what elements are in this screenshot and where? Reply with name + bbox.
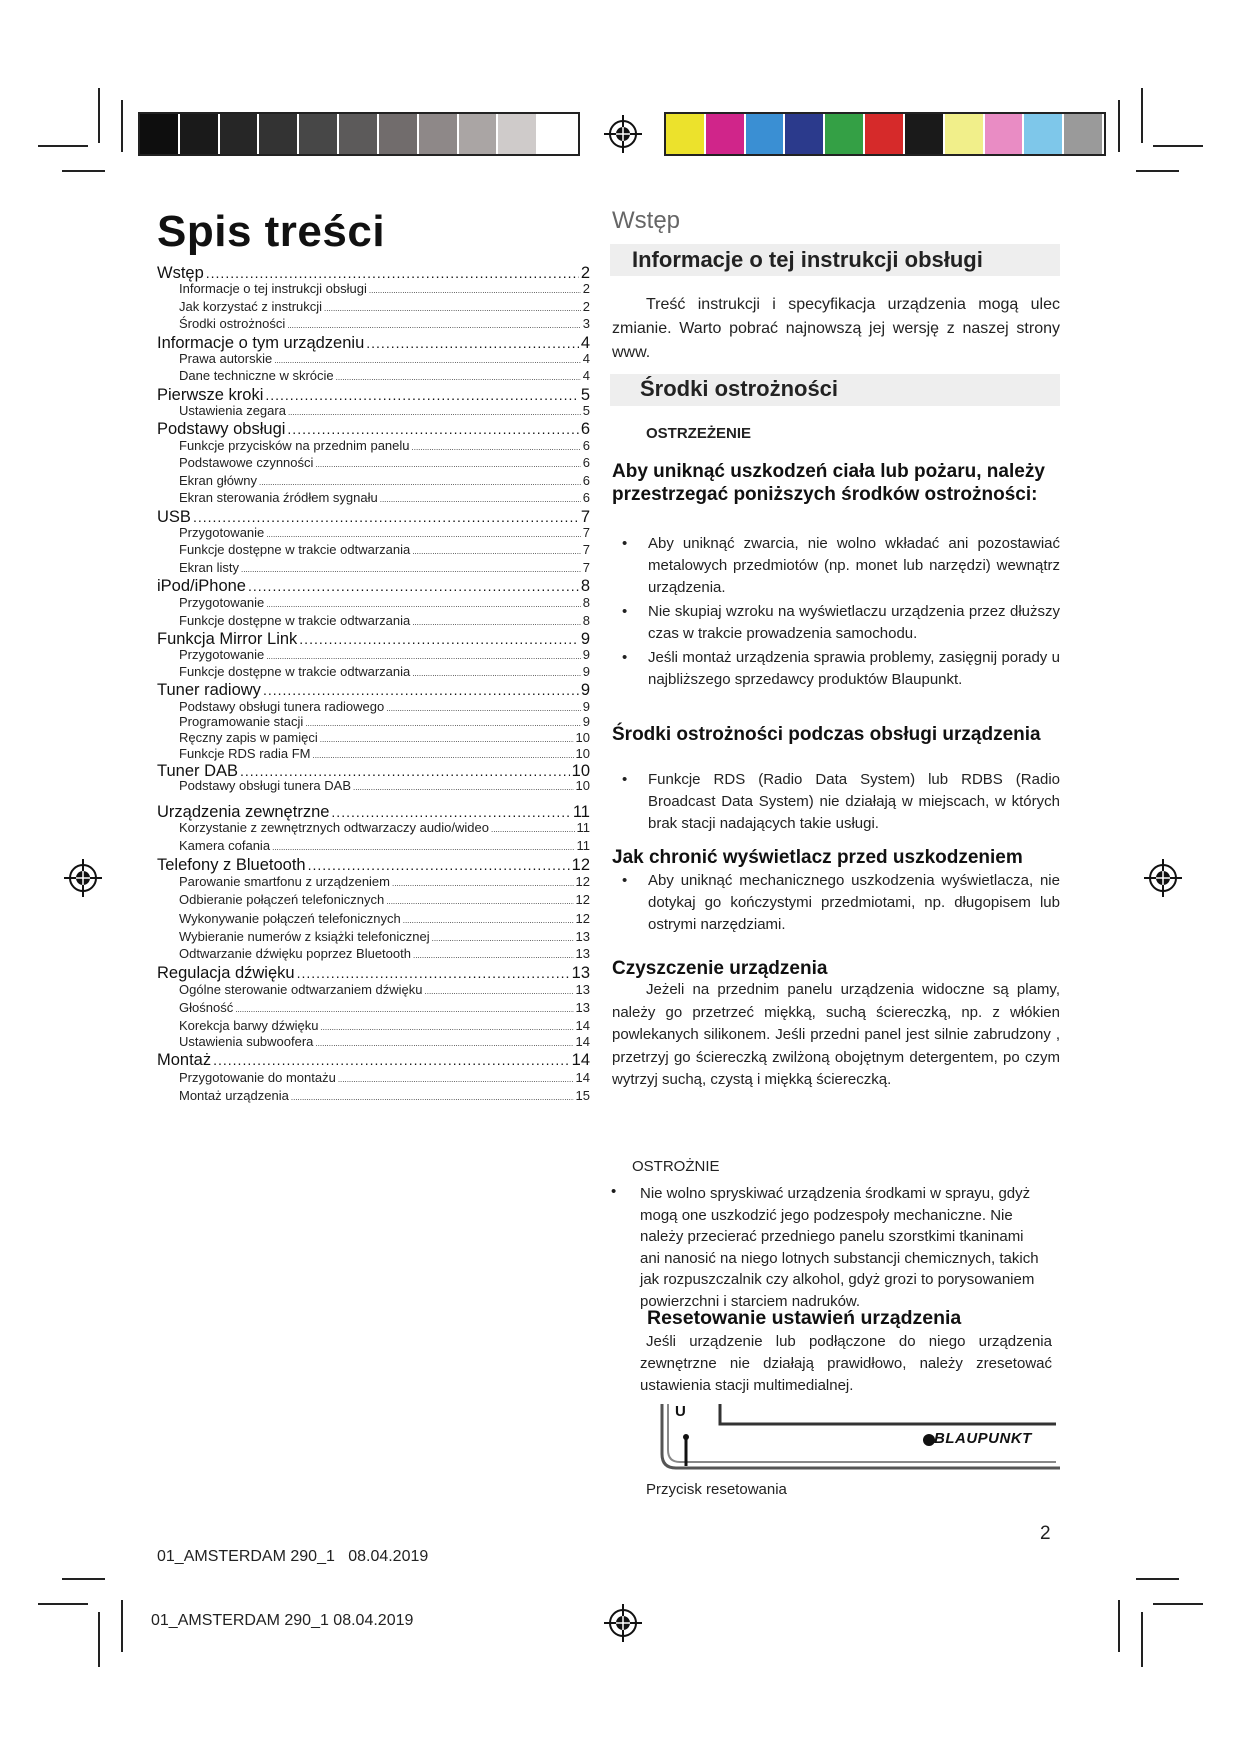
- toc-entry-label: Korekcja barwy dźwięku: [179, 1018, 319, 1033]
- toc-leader-dots: [235, 1000, 573, 1015]
- toc-leader-dots: [272, 838, 574, 853]
- toc-entry-label: Jak korzystać z instrukcji: [179, 299, 323, 314]
- registration-target-icon: [64, 859, 102, 897]
- color-calibration-bar: [664, 112, 1106, 156]
- toc-entry-label: Podstawy obsługi tunera DAB: [179, 778, 351, 793]
- toc-title: Spis treści: [157, 207, 386, 256]
- toc-entry-label: Podstawy obsługi tunera radiowego: [179, 699, 385, 714]
- warning-list: [612, 533, 1060, 691]
- figure-caption: Przycisk resetowania: [646, 1481, 787, 1498]
- calibration-swatch: [220, 114, 258, 154]
- calibration-swatch: [666, 114, 704, 154]
- toc-leader-dots: [259, 473, 581, 488]
- toc-entry-label: Urządzenia zewnętrzne: [157, 803, 330, 821]
- toc-entry-label: Ekran listy: [179, 560, 239, 575]
- toc-entry-label: Przygotowanie: [179, 595, 265, 610]
- list-item: • Nie skupiaj wzroku na wyświetlaczu urządzenia przez dłuższy czas w trakcie prowadzenia samochodu.: [612, 601, 1060, 645]
- toc-entry-label: Wstęp: [157, 264, 204, 282]
- toc-leader-dots: [297, 964, 570, 983]
- toc-entry-label: Informacje o tej instrukcji obsługi: [179, 281, 367, 296]
- page-number: 2: [1040, 1523, 1051, 1544]
- toc-entry-page: 4: [582, 368, 590, 383]
- calibration-swatch: [825, 114, 863, 154]
- warning-heading: Aby uniknąć uszkodzeń ciała lub pożaru, należy przestrzegać poniższych środków ostrożności:: [612, 461, 1045, 505]
- toc-leader-dots: [266, 647, 580, 662]
- section-label: Wstęp: [612, 207, 681, 234]
- toc-entry-label: Wybieranie numerów z książki telefonicznej: [179, 929, 430, 944]
- toc-entry-page: 14: [575, 1034, 590, 1049]
- toc-entry-page: 13: [571, 964, 590, 982]
- toc-entry[interactable]: [179, 946, 590, 961]
- calibration-swatch: [419, 114, 457, 154]
- toc-entry-label: Wykonywanie połączeń telefonicznych: [179, 911, 401, 926]
- toc-entry-label: USB: [157, 508, 191, 526]
- toc-entry-page: 6: [582, 490, 590, 505]
- toc-entry[interactable]: [179, 490, 590, 505]
- toc-entry-page: 11: [576, 838, 590, 853]
- calibration-swatch: [538, 114, 576, 154]
- toc-entry-label: Przygotowanie: [179, 525, 265, 540]
- figure-u-label: U: [675, 1403, 686, 1420]
- toc-entry-page: 14: [575, 1018, 590, 1033]
- toc-leader-dots: [320, 730, 574, 745]
- toc-entry[interactable]: [179, 595, 590, 610]
- toc-entry-page: 8: [582, 613, 590, 628]
- toc-leader-dots: [291, 1088, 574, 1103]
- grayscale-calibration-bar: [138, 112, 580, 156]
- toc-entry[interactable]: [179, 647, 590, 662]
- toc-entry-page: 12: [575, 874, 590, 889]
- toc-leader-dots: [315, 1034, 573, 1049]
- toc-entry-page: 7: [580, 508, 590, 526]
- toc-entry-label: Podstawy obsługi: [157, 420, 286, 438]
- toc-entry[interactable]: [179, 838, 590, 853]
- caution-bullet: •: [611, 1183, 617, 1200]
- toc-entry[interactable]: [179, 1088, 590, 1103]
- toc-entry[interactable]: [179, 874, 590, 889]
- toc-entry[interactable]: [179, 351, 590, 366]
- toc-entry-page: 6: [580, 420, 590, 438]
- toc-entry[interactable]: [179, 929, 590, 944]
- toc-entry-label: Pierwsze kroki: [157, 386, 264, 404]
- registration-target-icon: [604, 115, 642, 153]
- toc-leader-dots: [412, 542, 581, 557]
- toc-entry-label: Dane techniczne w skrócie: [179, 368, 334, 383]
- calibration-swatch: [459, 114, 497, 154]
- calibration-swatch: [498, 114, 536, 154]
- toc-entry-label: Ustawienia subwoofera: [179, 1034, 314, 1049]
- toc-entry-page: 7: [582, 542, 590, 557]
- toc-entry-page: 10: [575, 778, 590, 793]
- toc-entry-page: 9: [582, 699, 590, 714]
- toc-entry-label: Prawa autorskie: [179, 351, 273, 366]
- toc-leader-dots: [369, 281, 581, 296]
- toc-leader-dots: [412, 664, 581, 679]
- toc-entry-page: 5: [580, 386, 590, 404]
- toc-entry-label: Funkcje dostępne w trakcie odtwarzania: [179, 613, 411, 628]
- toc-entry-label: Tuner radiowy: [157, 681, 261, 699]
- toc-entry-page: 7: [582, 560, 590, 575]
- toc-entry-page: 9: [582, 647, 590, 662]
- toc-entry-page: 2: [582, 281, 590, 296]
- toc-entry-page: 6: [582, 438, 590, 453]
- calibration-swatch: [180, 114, 218, 154]
- reset-text: Jeśli urządzenie lub podłączone do niego urządzenia zewnętrzne nie działają prawidłowo, należy zresetować ustawienia stacji multimedialnej.: [640, 1333, 1052, 1394]
- calibration-swatch: [1064, 114, 1102, 154]
- toc-leader-dots: [412, 438, 581, 453]
- toc-leader-dots: [386, 699, 581, 714]
- toc-entry[interactable]: [179, 281, 590, 296]
- registration-target-icon: [1144, 859, 1182, 897]
- toc-leader-dots: [425, 982, 574, 997]
- toc-entry-page: 3: [582, 316, 590, 331]
- cleaning-text: Jeżeli na przednim panelu urządzenia widoczne są plamy, należy go przetrzeć miękką, suchą ściereczką, np. z włókien powlekanych silikonem. Jeśli przedni panel jest silnie zabrudzony , przetrzyj go ściereczką zwilżoną obojętnym detergentem, po czym wytrzyj suchą, czystą i miękką ściereczką.: [612, 981, 1060, 1088]
- toc-leader-dots: [380, 490, 581, 505]
- toc-entry-label: Funkcje dostępne w trakcie odtwarzania: [179, 664, 411, 679]
- toc-entry-label: Programowanie stacji: [179, 714, 304, 729]
- toc-entry-label: Odtwarzanie dźwięku poprzez Bluetooth: [179, 946, 411, 961]
- toc-entry-label: Przygotowanie do montażu: [179, 1070, 336, 1085]
- toc-entry-label: Ustawienia zegara: [179, 403, 286, 418]
- toc-leader-dots: [213, 1051, 570, 1070]
- about-text: Treść instrukcji i specyfikacja urządzenia mogą ulec zmianie. Warto pobrać najnowszą jej wersję z naszej strony www.: [612, 296, 1060, 361]
- toc-entry[interactable]: [179, 982, 590, 997]
- toc-leader-dots: [287, 316, 581, 331]
- toc-entry-label: Podstawowe czynności: [179, 455, 314, 470]
- toc-leader-dots: [412, 613, 581, 628]
- toc-entry-page: 6: [582, 473, 590, 488]
- toc-leader-dots: [287, 420, 578, 439]
- toc-leader-dots: [248, 577, 579, 596]
- toc-entry-page: 9: [580, 681, 590, 699]
- toc-entry-page: 11: [576, 820, 590, 835]
- toc-leader-dots: [274, 351, 581, 366]
- toc-leader-dots: [288, 403, 581, 418]
- toc-entry-page: 2: [580, 264, 590, 282]
- toc-entry[interactable]: [179, 316, 590, 331]
- toc-leader-dots: [338, 1070, 574, 1085]
- toc-entry-page: 8: [580, 577, 590, 595]
- toc-entry[interactable]: [179, 892, 590, 907]
- operation-list: [612, 769, 1060, 835]
- calibration-swatch: [706, 114, 744, 154]
- warning-label: OSTRZEŻENIE: [646, 425, 752, 442]
- toc-entry-label: Ekran główny: [179, 473, 258, 488]
- toc-entry-page: 14: [575, 1070, 590, 1085]
- toc-entry[interactable]: [179, 299, 590, 314]
- toc-entry-label: Tuner DAB: [157, 762, 239, 780]
- registration-target-icon: [604, 1604, 642, 1642]
- toc-leader-dots: [308, 856, 570, 875]
- toc-entry-page: 4: [580, 334, 590, 352]
- toc-entry-label: Regulacja dźwięku: [157, 964, 295, 982]
- toc-entry[interactable]: [179, 438, 590, 453]
- toc-entry-label: Telefony z Bluetooth: [157, 856, 306, 874]
- toc-leader-dots: [491, 820, 575, 835]
- toc-entry-label: Ogólne sterowanie odtwarzaniem dźwięku: [179, 982, 423, 997]
- toc-entry[interactable]: [157, 964, 590, 983]
- toc-entry[interactable]: [179, 613, 590, 628]
- about-heading: Informacje o tej instrukcji obsługi: [632, 247, 983, 272]
- calibration-swatch: [746, 114, 784, 154]
- toc-entry[interactable]: [179, 664, 590, 679]
- toc-leader-dots: [305, 714, 580, 729]
- toc-entry[interactable]: [157, 577, 590, 596]
- toc-entry-page: 13: [575, 946, 590, 961]
- toc-entry-label: Informacje o tym urządzeniu: [157, 334, 365, 352]
- calibration-swatch: [905, 114, 943, 154]
- toc-entry-label: Funkcje RDS radia FM: [179, 746, 311, 761]
- caution-text: Nie wolno spryskiwać urządzenia środkami w sprayu, gdyż mogą one uszkodzić jego podzespoły mechaniczne. Nie należy przecierać przedniego panelu szorstkimi tkaninami ani nanosić na niego lotnych substancji chemicznych, takich jak rozpuszczalnik czy alkohol, gdyż grozi to porysowaniem powierzchni i starciem nadruków.: [640, 1185, 1039, 1310]
- toc-entry-page: 13: [575, 1000, 590, 1015]
- list-item: • Funkcje RDS (Radio Data System) lub RDBS (Radio Broadcast Data System) nie działają w miejscach, w których brak stacji nadających takie usługi.: [612, 769, 1060, 835]
- toc-leader-dots: [432, 929, 574, 944]
- blaupunkt-logo: BLAUPUNKT: [934, 1430, 1032, 1447]
- calibration-swatch: [140, 114, 178, 154]
- calibration-swatch: [339, 114, 377, 154]
- toc-entry-page: 10: [575, 730, 590, 745]
- toc-entry-page: 10: [571, 762, 590, 780]
- toc-entry-label: iPod/iPhone: [157, 577, 246, 595]
- toc-leader-dots: [241, 560, 581, 575]
- toc-entry[interactable]: [179, 525, 590, 540]
- toc-entry-label: Przygotowanie: [179, 647, 265, 662]
- toc-entry[interactable]: [179, 368, 590, 383]
- toc-leader-dots: [266, 525, 580, 540]
- toc-entry-label: Montaż: [157, 1051, 212, 1069]
- toc-entry-label: Ekran sterowania źródłem sygnału: [179, 490, 378, 505]
- toc-entry-page: 9: [582, 714, 590, 729]
- toc-entry-page: 5: [582, 403, 590, 418]
- toc-leader-dots: [336, 368, 581, 383]
- toc-entry-label: Funkcja Mirror Link: [157, 630, 298, 648]
- reset-heading: Resetowanie ustawień urządzenia: [647, 1307, 962, 1329]
- display-heading: Jak chronić wyświetlacz przed uszkodzeniem: [612, 847, 1023, 868]
- toc-entry[interactable]: [179, 699, 590, 714]
- toc-entry-page: 15: [575, 1088, 590, 1103]
- toc-leader-dots: [353, 778, 574, 793]
- list-item: • Aby uniknąć mechanicznego uszkodzenia wyświetlacza, nie dotykaj go kończystymi przedmiotami, np. długopisem lub ostrymi narzędziami.: [612, 870, 1060, 936]
- toc-entry-page: 9: [582, 664, 590, 679]
- toc-entry-page: 6: [582, 455, 590, 470]
- toc-entry[interactable]: [179, 1018, 590, 1033]
- toc-entry[interactable]: [179, 473, 590, 488]
- toc-entry[interactable]: [157, 420, 590, 439]
- toc-entry-label: Montaż urządzenia: [179, 1088, 289, 1103]
- toc-entry[interactable]: [179, 911, 590, 926]
- toc-entry-page: 9: [580, 630, 590, 648]
- toc-leader-dots: [386, 892, 573, 907]
- toc-entry[interactable]: [179, 820, 590, 835]
- calibration-swatch: [865, 114, 903, 154]
- calibration-swatch: [299, 114, 337, 154]
- file-stamp: 01_AMSTERDAM 290_1 08.04.2019: [157, 1548, 429, 1565]
- toc-entry[interactable]: [179, 746, 590, 761]
- toc-entry-page: 7: [582, 525, 590, 540]
- toc-leader-dots: [392, 874, 574, 889]
- toc-entry-page: 14: [571, 1051, 590, 1069]
- toc-leader-dots: [266, 595, 580, 610]
- operation-heading: Środki ostrożności podczas obsługi urządzenia: [612, 724, 1041, 745]
- toc-entry-label: Ręczny zapis w pamięci: [179, 730, 318, 745]
- calibration-swatch: [985, 114, 1023, 154]
- toc-entry-label: Kamera cofania: [179, 838, 271, 853]
- toc-leader-dots: [315, 455, 580, 470]
- toc-entry-page: 13: [575, 929, 590, 944]
- toc-entry-label: Korzystanie z zewnętrznych odtwarzaczy audio/wideo: [179, 820, 489, 835]
- cleaning-heading: Czyszczenie urządzenia: [612, 958, 828, 979]
- toc-leader-dots: [324, 299, 581, 314]
- calibration-swatch: [379, 114, 417, 154]
- list-item: • Jeśli montaż urządzenia sprawia problemy, zasięgnij porady u najbliższego sprzedawcy produktów Blaupunkt.: [612, 647, 1060, 691]
- toc-entry-label: Funkcje dostępne w trakcie odtwarzania: [179, 542, 411, 557]
- toc-leader-dots: [413, 946, 574, 961]
- toc-entry-page: 12: [571, 856, 590, 874]
- display-list: [612, 870, 1060, 936]
- toc-entry-label: Funkcje przycisków na przednim panelu: [179, 438, 410, 453]
- print-stamp: 01_AMSTERDAM 290_1 08.04.2019: [151, 1612, 414, 1629]
- calibration-swatch: [1024, 114, 1062, 154]
- list-item: • Aby uniknąć zwarcia, nie wolno wkładać ani pozostawiać metalowych przedmiotów (np. monet lub narzędzi) wewnątrz urządzenia.: [612, 533, 1060, 599]
- toc-entry-page: 13: [575, 982, 590, 997]
- toc-leader-dots: [263, 681, 579, 700]
- toc-entry[interactable]: [179, 455, 590, 470]
- toc-entry[interactable]: [179, 778, 590, 793]
- toc-leader-dots: [320, 1018, 573, 1033]
- toc-entry[interactable]: [179, 403, 590, 418]
- toc-entry-page: 2: [582, 299, 590, 314]
- toc-entry-label: Środki ostrożności: [179, 316, 286, 331]
- toc-leader-dots: [403, 911, 574, 926]
- toc-entry-page: 12: [575, 892, 590, 907]
- toc-entry-page: 11: [572, 803, 590, 821]
- toc-entry[interactable]: [179, 714, 590, 729]
- toc-entry[interactable]: [157, 681, 590, 700]
- calibration-swatch: [785, 114, 823, 154]
- toc-entry[interactable]: [157, 1051, 590, 1070]
- toc-entry-page: 8: [582, 595, 590, 610]
- toc-entry-label: Parowanie smartfonu z urządzeniem: [179, 874, 390, 889]
- toc-entry[interactable]: [179, 542, 590, 557]
- toc-entry[interactable]: [179, 1034, 590, 1049]
- toc-leader-dots: [312, 746, 573, 761]
- toc-entry-page: 4: [582, 351, 590, 366]
- calibration-swatch: [945, 114, 983, 154]
- toc-entry[interactable]: [179, 730, 590, 745]
- toc-entry[interactable]: [179, 560, 590, 575]
- toc-entry-page: 10: [575, 746, 590, 761]
- toc-entry-label: Głośność: [179, 1000, 234, 1015]
- caution-label: OSTROŻNIE: [632, 1158, 720, 1175]
- toc-entry-page: 12: [575, 911, 590, 926]
- toc-entry[interactable]: [179, 1070, 590, 1085]
- precautions-heading: Środki ostrożności: [640, 376, 839, 401]
- toc-entry[interactable]: [157, 856, 590, 875]
- toc-entry-label: Odbieranie połączeń telefonicznych: [179, 892, 385, 907]
- calibration-swatch: [259, 114, 297, 154]
- toc-entry[interactable]: [179, 1000, 590, 1015]
